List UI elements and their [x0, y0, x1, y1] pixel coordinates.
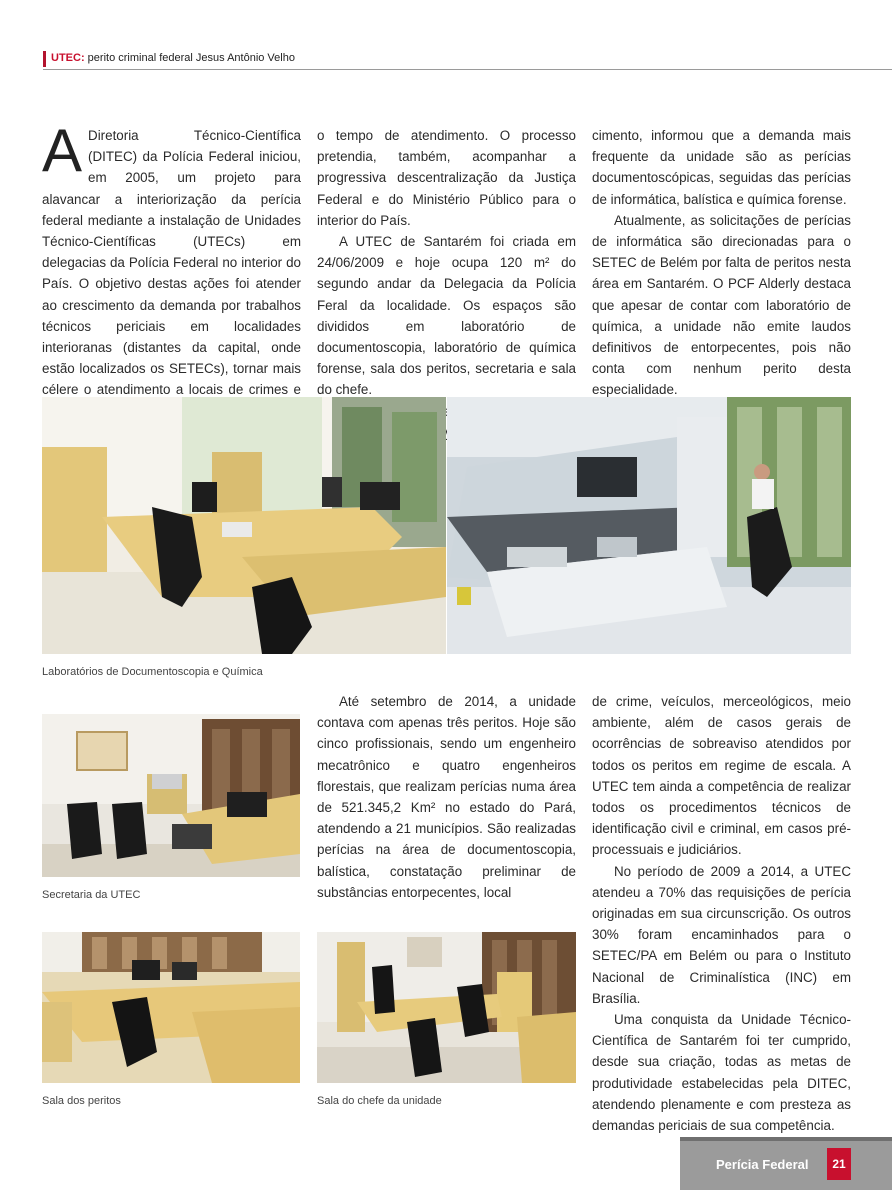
caption-chefe: Sala do chefe da unidade — [317, 1095, 442, 1107]
article-column-3-lower — [592, 691, 851, 1136]
article-paragraph: Diretoria Técnico-Científica (DITEC) da Polícia Federal iniciou, em 2005, um projeto para alavancar a interiorização da perícia federal mediante a instalação de Unidades Técnico-Científicas (UTECs) em delegacias da Polícia Federal no interior do País. O objetivo destas ações foi atender ao crescimento da demanda por trabalhos técnicos periciais em localidades interioranas (distantes da capital, onde estão localizados os SETECs), tornar mais célere o atendimento a locais de crimes e — [42, 128, 301, 398]
caption-secretaria: Secretaria da UTEC — [42, 889, 141, 901]
running-header — [51, 52, 295, 64]
photo-sala-chefe — [317, 932, 576, 1083]
photo-quimica-lab — [447, 397, 851, 654]
article-paragraph: No período de 2009 a 2014, a UTEC atendeu a 70% das requisições de perícia originadas em sua circunscrição. Os outros 30% foram encaminhados para o SETEC/PA em Belém ou para o Instituto Nacional de Criminalística (INC) em Brasília. — [592, 863, 851, 1006]
photo-sala-peritos — [42, 932, 300, 1083]
article-column-3 — [592, 125, 851, 401]
article-paragraph: Uma conquista da Unidade Técnico-Científica de Santarém foi ter cumprido, desde sua criação, todas as metas de produtividade estabelecidas pela DITEC, atendendo plenamente e com presteza as demandas periciais de sua competência. — [592, 1012, 851, 1134]
page-number: 21 — [827, 1148, 851, 1180]
header-rule — [43, 69, 892, 70]
photo-documentoscopia-lab — [42, 397, 446, 654]
article-paragraph: Atualmente, as solicitações de perícias de informática são direcionadas para o SETEC de Belém por falta de peritos nesta área em Santarém. O PCF Alderly destaca que apesar de contar com laboratório de química, a unidade não emite laudos definitivos de entorpecentes, pois não conta com nenhum perito desta especialidade. — [592, 212, 851, 398]
header-accent-bar — [43, 51, 46, 67]
article-column-2-lower — [317, 691, 576, 903]
article-paragraph: A UTEC de Santarém foi criada em 24/06/2009 e hoje ocupa 120 m² do segundo andar da Delegacia da Polícia Feral da localidade. Os espaços são divididos em laboratório de documentoscopia, laboratório de química forense, sala dos peritos, secretaria e sala do chefe. — [317, 234, 576, 398]
article-paragraph: o tempo de atendimento. O processo pretendia, também, acompanhar a progressiva descentralização da Justiça Federal e do Ministério Público para o interior do País. — [317, 128, 576, 228]
footer-magazine-title: Perícia Federal — [716, 1157, 809, 1172]
article-column-2 — [317, 125, 576, 443]
header-section: UTEC: — [51, 52, 85, 64]
photo-secretaria — [42, 714, 300, 877]
caption-peritos: Sala dos peritos — [42, 1095, 121, 1107]
article-paragraph: de crime, veículos, merceológicos, meio ambiente, além de casos gerais de ocorrências de sobreaviso atendidos por todos os peritos em regime de escala. A UTEC tem ainda a competência de realizar todos os procedimentos técnicos de identificação civil e criminal, em casos pré-processuais e judiciários. — [592, 694, 851, 858]
drop-cap: A — [42, 117, 83, 184]
caption-labs: Laboratórios de Documentoscopia e Química — [42, 666, 263, 678]
header-subtitle: perito criminal federal Jesus Antônio Velho — [87, 52, 295, 64]
article-column-1 — [42, 117, 301, 422]
article-paragraph: Até setembro de 2014, a unidade contava com apenas três peritos. Hoje são cinco profissionais, sendo um engenheiro mecatrônico e quatro engenheiros florestais, que realizam perícias numa área de 521.345,2 Km² no estado do Pará, atendendo a 21 municípios. São realizadas perícias na área de documentoscopia, balística, constatação preliminar de substâncias entorpecentes, local — [317, 694, 576, 900]
article-paragraph: cimento, informou que a demanda mais frequente da unidade são as perícias documentoscópicas, seguidas das perícias de informática, balística e química forense. — [592, 128, 851, 207]
